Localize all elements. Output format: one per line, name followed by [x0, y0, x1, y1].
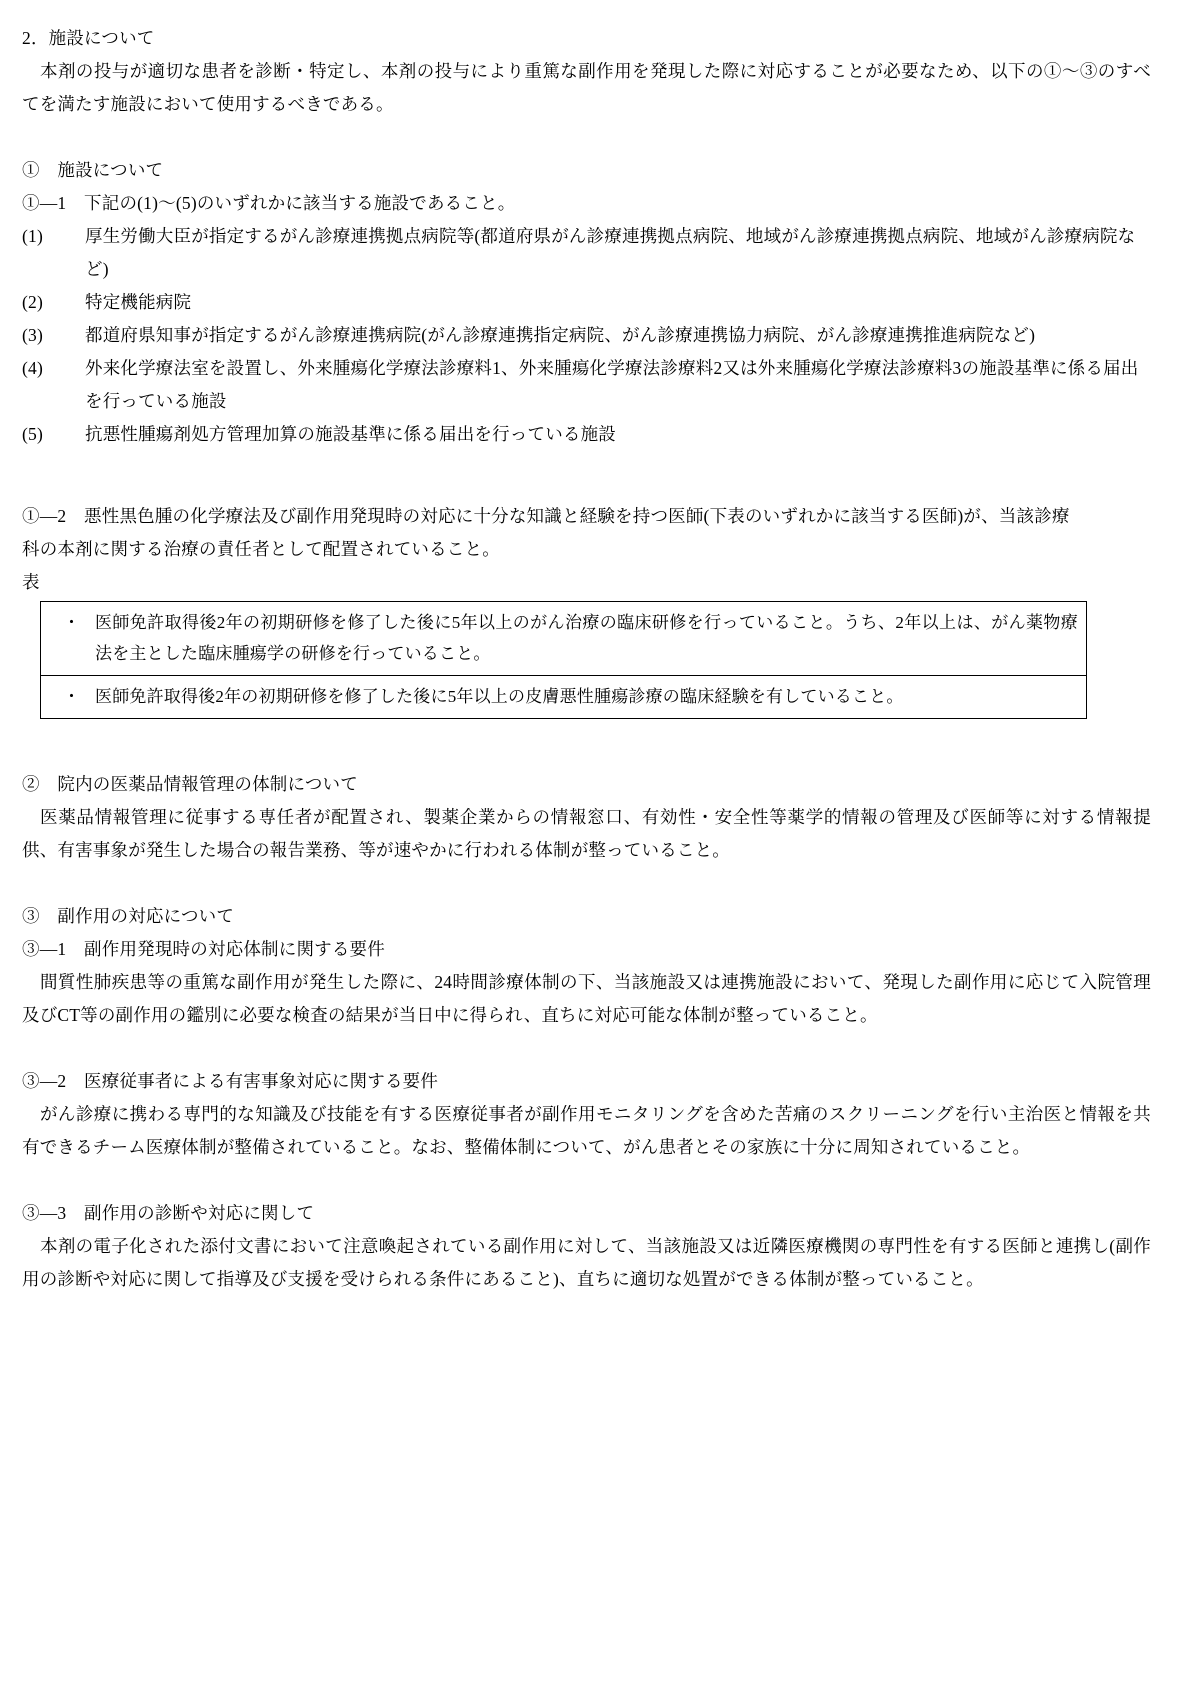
spacer [22, 1032, 1151, 1065]
spacer [22, 121, 1151, 154]
facility-item-4 [22, 352, 1151, 418]
section3-sub2-body: がん診療に携わる専門的な知識及び技能を有する医療従事者が副作用モニタリングを含めた苦痛のスクリーニングを行い主治医と情報を共有できるチーム医療体制が整備されていること。なお、整備体制について、がん患者とその家族に十分に周知されていること。 [22, 1104, 1151, 1157]
table-cell-requirement-2 [41, 676, 1087, 719]
section-intro-paragraph: 本剤の投与が適切な患者を診断・特定し、本剤の投与により重篤な副作用を発現した際に対応することが必要なため、以下の①～③のすべてを満たす施設において使用するべきである。 [22, 61, 1151, 114]
bullet-icon: ・ [63, 613, 81, 632]
section2-body: 医薬品情報管理に従事する専任者が配置され、製薬企業からの情報窓口、有効性・安全性等薬学的情報の管理及び医師等に対する情報提供、有害事象が発生した場合の報告業務、等が速やかに行われる体制が整っていること。 [22, 807, 1151, 860]
table-row [41, 602, 1087, 676]
physician-requirements-table [40, 601, 1087, 719]
spacer [22, 752, 1151, 768]
facility-item-5-marker: (5) [22, 424, 44, 444]
section1-sub2-heading-line2: 科の本剤に関する治療の責任者として配置されていること。 [22, 539, 500, 559]
facility-item-5-text: 抗悪性腫瘍剤処方管理加算の施設基準に係る届出を行っている施設 [85, 424, 616, 444]
section3-sub2-heading: ③―2 医療従事者による有害事象対応に関する要件 [22, 1071, 439, 1091]
section1-heading: ① 施設について [22, 160, 164, 180]
facility-item-5 [22, 418, 1151, 451]
table-row [41, 676, 1087, 719]
section3-heading: ③ 副作用の対応について [22, 906, 235, 926]
section3-sub3-body: 本剤の電子化された添付文書において注意喚起されている副作用に対して、当該施設又は近隣医療機関の専門性を有する医師と連携し(副作用の診断や対応に関して指導及び支援を受けられる条件にあること)、直ちに適切な処置ができる体制が整っていること。 [22, 1236, 1151, 1289]
section3-sub3-heading: ③―3 副作用の診断や対応に関して [22, 1203, 315, 1223]
requirement-1-text: 医師免許取得後2年の初期研修を修了した後に5年以上のがん治療の臨床研修を行っていること。うち、2年以上は、がん薬物療法を主とした臨床腫瘍学の研修を行っていること。 [95, 613, 1078, 663]
spacer [22, 484, 1151, 500]
spacer [22, 719, 1151, 752]
bullet-icon: ・ [63, 687, 81, 706]
spacer [22, 451, 1151, 484]
document-body [22, 22, 1151, 1296]
facility-item-3 [22, 319, 1151, 352]
facility-item-4-text: 外来化学療法室を設置し、外来腫瘍化学療法診療料1、外来腫瘍化学療法診療料2又は外来腫瘍化学療法診療料3の施設基準に係る届出を行っている施設 [85, 358, 1139, 411]
section3-sub1-body: 間質性肺疾患等の重篤な副作用が発生した際に、24時間診療体制の下、当該施設又は連携施設において、発現した副作用に応じて入院管理及びCT等の副作用の鑑別に必要な検査の結果が当日中に得られ、直ちに対応可能な体制が整っていること。 [22, 972, 1151, 1025]
section2-heading: ② 院内の医薬品情報管理の体制について [22, 774, 358, 794]
section1-sub2-heading-line1: ①―2 悪性黒色腫の化学療法及び副作用発現時の対応に十分な知識と経験を持つ医師(下表のいずれかに該当する医師)が、当該診療 [22, 506, 1070, 526]
spacer [22, 1164, 1151, 1197]
facility-item-1-marker: (1) [22, 226, 44, 246]
facility-item-2-text: 特定機能病院 [85, 292, 192, 312]
facility-item-3-text: 都道府県知事が指定するがん診療連携病院(がん診療連携指定病院、がん診療連携協力病院、がん診療連携推進病院など) [85, 325, 1036, 345]
table-label: 表 [22, 572, 40, 592]
spacer [22, 867, 1151, 900]
facility-item-1-text: 厚生労働大臣が指定するがん診療連携拠点病院等(都道府県がん診療連携拠点病院、地域がん診療連携拠点病院、地域がん診療病院など) [85, 226, 1136, 279]
facility-item-4-marker: (4) [22, 358, 44, 378]
section3-sub1-heading: ③―1 副作用発現時の対応体制に関する要件 [22, 939, 385, 959]
requirement-2-text: 医師免許取得後2年の初期研修を修了した後に5年以上の皮膚悪性腫瘍診療の臨床経験を有していること。 [95, 687, 904, 706]
facility-item-1 [22, 220, 1151, 286]
section-heading-2: 2．施設について [22, 28, 155, 48]
table-cell-requirement-1 [41, 602, 1087, 676]
facility-item-2 [22, 286, 1151, 319]
section1-sub1-heading: ①―1 下記の(1)～(5)のいずれかに該当する施設であること。 [22, 193, 516, 213]
facility-item-2-marker: (2) [22, 292, 44, 312]
facility-item-3-marker: (3) [22, 325, 44, 345]
